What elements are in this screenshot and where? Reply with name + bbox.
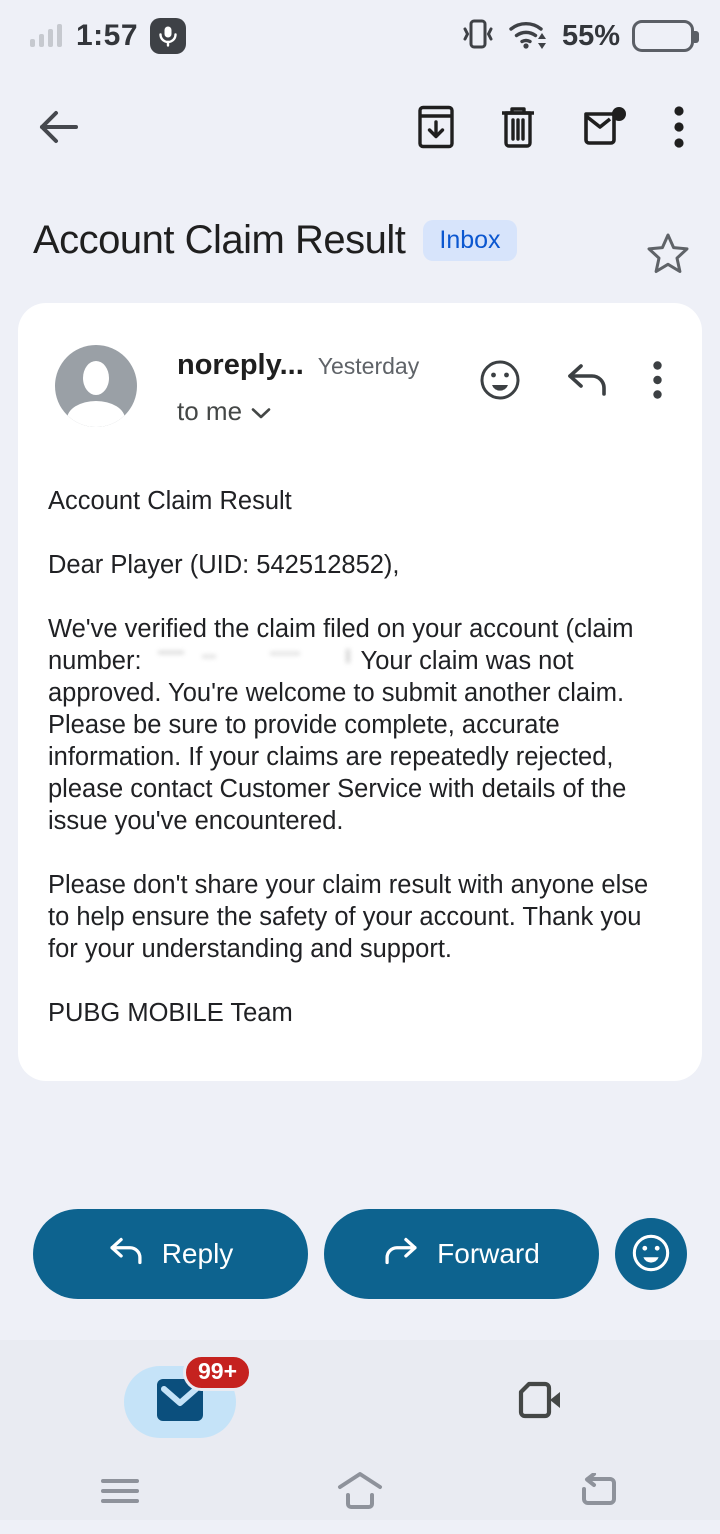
avatar-shoulders bbox=[67, 401, 125, 427]
emoji-icon bbox=[631, 1233, 671, 1276]
signature: PUBG MOBILE Team bbox=[48, 999, 293, 1027]
forward-label: Forward bbox=[437, 1238, 540, 1269]
body-paragraph-privacy: Please don't share your claim result with anyone else to help ensure the safety of your account. Thank you for your understanding and support. bbox=[48, 871, 649, 963]
system-nav bbox=[0, 1450, 720, 1534]
overflow-menu-button[interactable] bbox=[674, 106, 684, 151]
trash-icon bbox=[500, 105, 536, 152]
message-body bbox=[18, 427, 702, 1029]
recipient-label: to me bbox=[177, 396, 243, 426]
status-time: 1:57 bbox=[76, 19, 139, 52]
unread-badge: 99+ bbox=[183, 1354, 252, 1391]
mail-tab-pill bbox=[124, 1358, 237, 1438]
signal-icon bbox=[30, 19, 64, 54]
avatar[interactable] bbox=[55, 345, 137, 427]
reply-arrow-icon bbox=[565, 362, 609, 401]
archive-button[interactable] bbox=[418, 105, 454, 152]
emoji-reaction-icon bbox=[479, 359, 521, 404]
message-date: Yesterday bbox=[317, 353, 420, 379]
mail-tab[interactable] bbox=[0, 1354, 360, 1450]
back-icon bbox=[36, 107, 82, 150]
battery-percent: 55% bbox=[561, 19, 620, 52]
reply-arrow-icon bbox=[108, 1236, 144, 1273]
back-button[interactable] bbox=[36, 107, 82, 150]
home-icon bbox=[336, 1471, 384, 1514]
mark-unread-icon bbox=[582, 106, 628, 151]
delete-button[interactable] bbox=[500, 105, 536, 152]
page-title: Account Claim Result bbox=[33, 218, 406, 262]
chevron-down-icon bbox=[250, 396, 272, 427]
email-card bbox=[18, 303, 702, 1081]
claim-text-before: We've verified the claim filed on your account (claim number: bbox=[48, 615, 634, 675]
redacted-claim-number bbox=[150, 649, 355, 669]
return-icon bbox=[578, 1473, 622, 1512]
email-header bbox=[18, 345, 702, 427]
archive-icon bbox=[418, 105, 454, 152]
star-icon bbox=[646, 232, 690, 277]
sender-name: noreply... bbox=[177, 349, 304, 381]
status-bar bbox=[0, 0, 720, 62]
nav-recents-button[interactable] bbox=[0, 1477, 240, 1508]
toolbar bbox=[0, 90, 720, 166]
bottom-bar bbox=[0, 1340, 720, 1520]
battery-icon bbox=[632, 20, 694, 52]
video-camera-icon bbox=[516, 1380, 564, 1425]
body-paragraph-claim bbox=[48, 613, 658, 837]
reply-button[interactable] bbox=[33, 1209, 308, 1299]
body-heading: Account Claim Result bbox=[48, 487, 292, 515]
reply-button-icon[interactable] bbox=[565, 362, 609, 401]
actions-row bbox=[33, 1209, 687, 1299]
wifi-icon bbox=[508, 17, 550, 56]
forward-button[interactable] bbox=[324, 1209, 599, 1299]
emoji-reaction-button[interactable] bbox=[479, 359, 521, 404]
vibrate-icon bbox=[460, 17, 496, 56]
inbox-chip[interactable]: Inbox bbox=[423, 220, 516, 261]
emoji-reaction-button-large[interactable] bbox=[615, 1218, 687, 1290]
avatar-head bbox=[83, 361, 109, 395]
claim-text-after: Your claim was not approved. You're welcome to submit another claim. Please be sure to provide complete, accurate information. If your claims are repeatedly rejected, please contact Customer Service with details of the issue you've encountered. bbox=[48, 647, 627, 835]
nav-back-button[interactable] bbox=[480, 1473, 720, 1512]
meet-tab[interactable] bbox=[360, 1354, 720, 1450]
reply-label: Reply bbox=[161, 1238, 234, 1269]
mark-unread-button[interactable] bbox=[582, 106, 628, 151]
nav-home-button[interactable] bbox=[240, 1471, 480, 1514]
overflow-icon bbox=[653, 361, 662, 402]
body-greeting: Dear Player (UID: 542512852), bbox=[48, 551, 400, 579]
forward-arrow-icon bbox=[383, 1236, 419, 1273]
star-button[interactable] bbox=[646, 232, 690, 277]
subject-row bbox=[0, 218, 720, 263]
overflow-icon bbox=[674, 106, 684, 151]
menu-lines-icon bbox=[100, 1477, 140, 1508]
message-overflow-button[interactable] bbox=[653, 361, 662, 402]
recipient-toggle[interactable] bbox=[177, 396, 419, 427]
mic-icon bbox=[150, 18, 186, 54]
